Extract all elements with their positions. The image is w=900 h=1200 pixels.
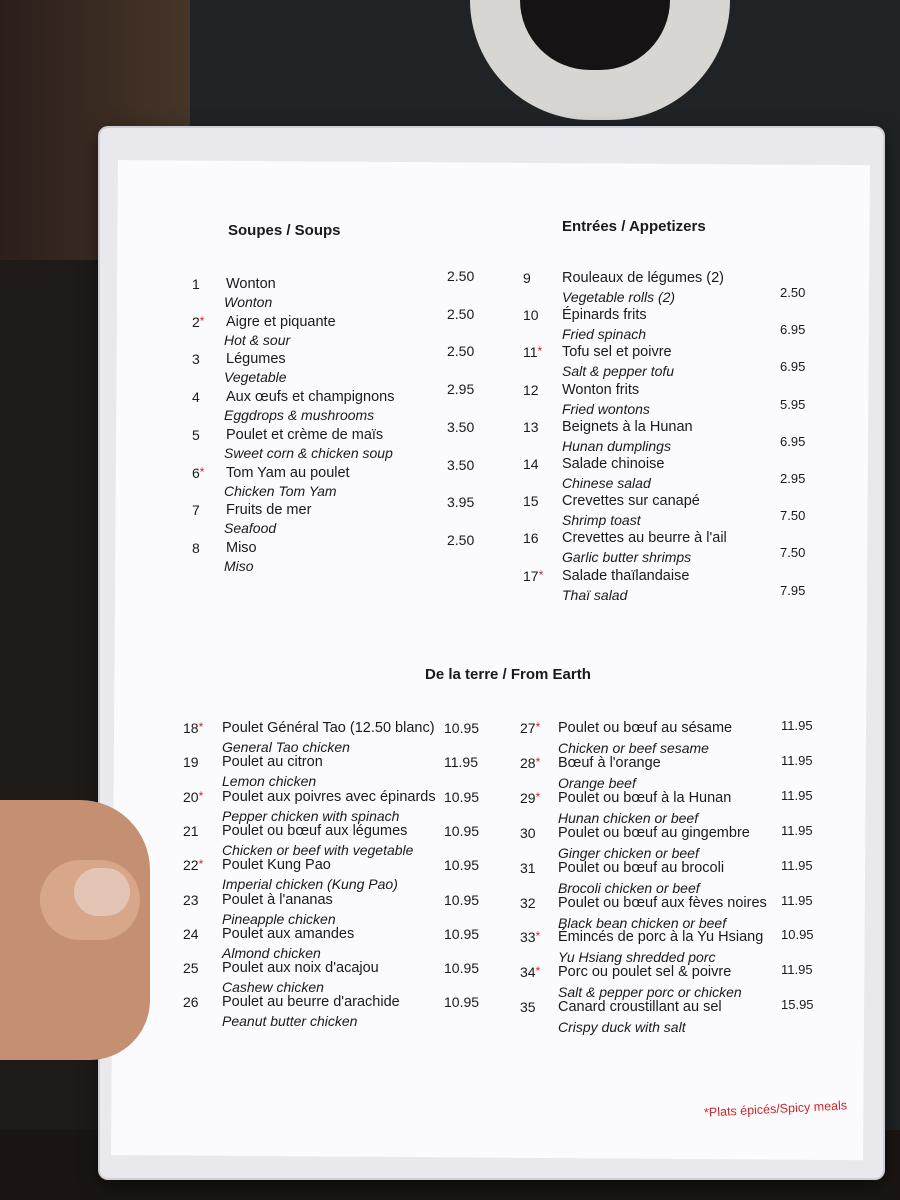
item-price: 11.95 bbox=[781, 858, 813, 873]
spicy-star-icon: * bbox=[199, 314, 205, 328]
item-name-en: Miso bbox=[224, 558, 254, 574]
item-name-fr: Poulet au beurre d'arachide bbox=[222, 994, 400, 1010]
item-name-en: Lemon chicken bbox=[222, 773, 317, 789]
item-name-fr: Canard croustillant au sel bbox=[558, 999, 722, 1015]
spicy-star-icon: * bbox=[535, 755, 541, 769]
earth-title: De la terre / From Earth bbox=[425, 666, 591, 683]
item-price: 10.95 bbox=[444, 857, 480, 873]
spicy-star-icon: * bbox=[535, 964, 541, 978]
item-name-en: Shrimp toast bbox=[562, 512, 641, 528]
item-price: 2.50 bbox=[447, 532, 475, 548]
item-price: 10.95 bbox=[444, 823, 480, 839]
item-number bbox=[192, 540, 200, 556]
item-name-fr: Crevettes au beurre à l'ail bbox=[562, 530, 727, 546]
spicy-star-icon: * bbox=[198, 720, 204, 734]
item-name-fr: Bœuf à l'orange bbox=[558, 755, 661, 771]
item-number bbox=[523, 456, 539, 472]
item-number-text: 3 bbox=[192, 351, 200, 367]
item-number bbox=[523, 568, 543, 584]
item-name-fr: Wonton bbox=[226, 276, 276, 292]
item-number-text: 30 bbox=[520, 825, 536, 841]
spicy-star-icon: * bbox=[535, 929, 541, 943]
item-name-fr: Poulet Général Tao (12.50 blanc) bbox=[222, 720, 435, 736]
item-number-text: 20 bbox=[183, 789, 199, 805]
item-name-en: Vegetable rolls (2) bbox=[562, 289, 676, 305]
item-name-en: Chicken or beef with vegetable bbox=[222, 842, 414, 858]
item-name-fr: Émincés de porc à la Yu Hsiang bbox=[558, 929, 764, 945]
item-name-fr: Poulet ou bœuf au gingembre bbox=[558, 825, 750, 841]
item-number-text: 32 bbox=[520, 895, 536, 911]
item-price: 15.95 bbox=[781, 997, 814, 1012]
item-name-fr: Beignets à la Hunan bbox=[562, 419, 693, 435]
item-number-text: 17 bbox=[523, 568, 539, 584]
item-number-text: 25 bbox=[183, 960, 199, 976]
item-name-fr: Miso bbox=[226, 540, 257, 556]
item-price: 2.50 bbox=[447, 268, 475, 284]
item-name-en: Chicken or beef sesame bbox=[558, 740, 709, 756]
item-number bbox=[520, 790, 540, 806]
item-number bbox=[183, 823, 199, 839]
item-name-en: Cashew chicken bbox=[222, 979, 324, 995]
item-number bbox=[192, 276, 200, 292]
item-number bbox=[192, 351, 200, 367]
item-price: 10.95 bbox=[781, 927, 814, 942]
item-name-fr: Poulet ou bœuf à la Hunan bbox=[558, 790, 732, 806]
item-price: 3.50 bbox=[447, 457, 475, 473]
item-name-en: Ginger chicken or beef bbox=[558, 845, 699, 861]
item-number bbox=[183, 926, 199, 942]
item-number bbox=[520, 895, 536, 911]
item-name-en: Almond chicken bbox=[222, 945, 321, 961]
item-number bbox=[192, 314, 204, 330]
appetizers-title: Entrées / Appetizers bbox=[562, 218, 706, 235]
item-name-en: Thaï salad bbox=[562, 587, 628, 603]
item-number-text: 4 bbox=[192, 389, 200, 405]
item-price: 7.50 bbox=[780, 545, 806, 560]
item-number-text: 29 bbox=[520, 790, 536, 806]
item-number-text: 16 bbox=[523, 530, 539, 546]
item-number bbox=[183, 857, 203, 873]
item-number-text: 9 bbox=[523, 270, 531, 286]
item-number bbox=[183, 960, 199, 976]
item-name-en: Wonton bbox=[224, 294, 273, 310]
item-name-en: Chinese salad bbox=[562, 475, 651, 491]
item-price: 11.95 bbox=[781, 893, 813, 908]
item-name-fr: Poulet aux poivres avec épinards bbox=[222, 789, 436, 805]
item-price: 3.50 bbox=[447, 419, 475, 435]
item-name-en: Garlic butter shrimps bbox=[562, 549, 692, 565]
item-name-fr: Poulet à l'ananas bbox=[222, 892, 333, 908]
item-number-text: 1 bbox=[192, 276, 200, 292]
item-price: 11.95 bbox=[781, 823, 813, 838]
item-number bbox=[183, 754, 199, 770]
item-name-en: Pineapple chicken bbox=[222, 911, 336, 927]
item-name-en: Eggdrops & mushrooms bbox=[224, 407, 375, 423]
item-number bbox=[523, 382, 539, 398]
item-name-en: Chicken Tom Yam bbox=[224, 483, 337, 499]
item-price: 10.95 bbox=[444, 960, 480, 976]
item-number bbox=[192, 389, 200, 405]
spicy-star-icon: * bbox=[538, 568, 544, 582]
item-number-text: 23 bbox=[183, 892, 199, 908]
item-name-en: Seafood bbox=[224, 520, 277, 536]
item-price: 6.95 bbox=[780, 359, 806, 374]
item-number-text: 28 bbox=[520, 755, 536, 771]
item-name-en: Brocoli chicken or beef bbox=[558, 880, 700, 896]
item-number-text: 21 bbox=[183, 823, 199, 839]
item-price: 10.95 bbox=[444, 892, 480, 908]
item-number-text: 26 bbox=[183, 994, 199, 1010]
item-number bbox=[523, 344, 542, 360]
item-name-en: Hunan dumplings bbox=[562, 438, 671, 454]
item-name-fr: Tofu sel et poivre bbox=[562, 344, 672, 360]
item-number-text: 6 bbox=[192, 465, 200, 481]
item-name-en: Orange beef bbox=[558, 775, 636, 791]
item-name-en: Imperial chicken (Kung Pao) bbox=[222, 876, 398, 892]
item-price: 2.95 bbox=[780, 471, 806, 486]
item-name-fr: Salade chinoise bbox=[562, 456, 665, 472]
item-number-text: 15 bbox=[523, 493, 539, 509]
item-number-text: 34 bbox=[520, 964, 536, 980]
item-price: 3.95 bbox=[447, 494, 475, 510]
item-number bbox=[183, 994, 199, 1010]
spicy-star-icon: * bbox=[198, 789, 204, 803]
item-number bbox=[520, 999, 536, 1015]
spicy-star-icon: * bbox=[535, 720, 541, 734]
item-name-fr: Poulet ou bœuf aux légumes bbox=[222, 823, 408, 839]
item-number-text: 14 bbox=[523, 456, 539, 472]
item-name-en: Salt & pepper porc or chicken bbox=[558, 984, 742, 1000]
item-name-fr: Poulet ou bœuf aux fèves noires bbox=[558, 895, 767, 911]
item-number bbox=[520, 964, 540, 980]
item-number bbox=[523, 270, 531, 286]
item-number bbox=[520, 929, 540, 945]
item-price: 10.95 bbox=[444, 926, 480, 942]
item-name-en: Salt & pepper tofu bbox=[562, 363, 675, 379]
item-number bbox=[183, 789, 203, 805]
item-name-fr: Salade thaïlandaise bbox=[562, 568, 690, 584]
item-name-en: Peanut butter chicken bbox=[222, 1013, 358, 1029]
item-number-text: 7 bbox=[192, 502, 200, 518]
item-number bbox=[520, 755, 540, 771]
item-price: 5.95 bbox=[780, 397, 806, 412]
item-name-en: Fried spinach bbox=[562, 326, 647, 342]
item-price: 11.95 bbox=[781, 788, 813, 803]
item-number-text: 18 bbox=[183, 720, 199, 736]
item-number-text: 19 bbox=[183, 754, 199, 770]
item-name-fr: Poulet Kung Pao bbox=[222, 857, 331, 873]
item-name-en: Pepper chicken with spinach bbox=[222, 808, 400, 824]
item-number-text: 33 bbox=[520, 929, 536, 945]
item-number-text: 2 bbox=[192, 314, 200, 330]
item-price: 2.50 bbox=[447, 306, 475, 322]
item-name-fr: Aigre et piquante bbox=[226, 314, 336, 330]
item-name-fr: Épinards frits bbox=[562, 307, 647, 323]
item-name-fr: Légumes bbox=[226, 351, 286, 367]
item-number bbox=[520, 720, 540, 736]
item-price: 7.50 bbox=[780, 508, 806, 523]
item-number bbox=[192, 427, 200, 443]
item-number bbox=[192, 465, 204, 481]
item-name-en: Fried wontons bbox=[562, 401, 650, 417]
item-price: 11.95 bbox=[781, 718, 813, 733]
item-price: 11.95 bbox=[781, 962, 813, 977]
soups-title: Soupes / Soups bbox=[228, 222, 341, 239]
item-number bbox=[192, 502, 200, 518]
item-name-fr: Aux œufs et champignons bbox=[226, 389, 395, 405]
item-number bbox=[523, 530, 539, 546]
spicy-star-icon: * bbox=[535, 790, 541, 804]
item-price: 7.95 bbox=[780, 583, 806, 598]
item-number-text: 11 bbox=[523, 344, 538, 360]
item-number-text: 8 bbox=[192, 540, 200, 556]
item-name-fr: Wonton frits bbox=[562, 382, 640, 398]
item-name-fr: Poulet aux noix d'acajou bbox=[222, 960, 379, 976]
item-price: 10.95 bbox=[444, 789, 480, 805]
spicy-star-icon: * bbox=[537, 344, 543, 358]
item-price: 10.95 bbox=[444, 720, 480, 736]
item-price: 10.95 bbox=[444, 994, 480, 1010]
item-name-en: General Tao chicken bbox=[222, 739, 350, 755]
item-price: 11.95 bbox=[444, 754, 478, 770]
item-name-fr: Poulet et crème de maïs bbox=[226, 427, 384, 443]
item-number bbox=[183, 892, 199, 908]
item-number-text: 12 bbox=[523, 382, 539, 398]
item-number bbox=[523, 493, 539, 509]
item-name-fr: Crevettes sur canapé bbox=[562, 493, 700, 509]
item-number-text: 10 bbox=[523, 307, 539, 323]
item-number-text: 27 bbox=[520, 720, 536, 736]
spicy-footnote: *Plats épicés/Spicy meals bbox=[703, 1098, 848, 1120]
item-name-en: Sweet corn & chicken soup bbox=[224, 445, 393, 461]
item-name-fr: Poulet au citron bbox=[222, 754, 323, 770]
spicy-star-icon: * bbox=[199, 465, 205, 479]
item-name-en: Vegetable bbox=[224, 369, 287, 385]
item-number bbox=[523, 419, 539, 435]
item-name-en: Yu Hsiang shredded porc bbox=[558, 949, 716, 965]
item-price: 2.50 bbox=[447, 343, 475, 359]
item-name-fr: Rouleaux de légumes (2) bbox=[562, 270, 725, 286]
item-name-fr: Poulet aux amandes bbox=[222, 926, 355, 942]
item-number bbox=[520, 860, 536, 876]
item-name-en: Crispy duck with salt bbox=[558, 1019, 686, 1035]
item-number bbox=[183, 720, 203, 736]
item-number-text: 31 bbox=[520, 860, 536, 876]
spicy-star-icon: * bbox=[198, 857, 204, 871]
item-price: 11.95 bbox=[781, 753, 813, 768]
item-number-text: 13 bbox=[523, 419, 539, 435]
item-name-fr: Fruits de mer bbox=[226, 502, 312, 518]
thumbnail bbox=[74, 868, 130, 916]
item-number bbox=[520, 825, 536, 841]
item-name-fr: Tom Yam au poulet bbox=[226, 465, 350, 481]
menu-page bbox=[111, 160, 870, 1160]
item-name-en: Hunan chicken or beef bbox=[558, 810, 699, 826]
item-number-text: 22 bbox=[183, 857, 199, 873]
item-name-fr: Poulet ou bœuf au sésame bbox=[558, 720, 733, 736]
item-number-text: 24 bbox=[183, 926, 199, 942]
item-price: 6.95 bbox=[780, 434, 806, 449]
item-price: 2.50 bbox=[780, 285, 806, 300]
item-name-en: Black bean chicken or beef bbox=[558, 915, 727, 931]
item-name-en: Hot & sour bbox=[224, 332, 291, 348]
item-number bbox=[523, 307, 539, 323]
item-name-fr: Poulet ou bœuf au brocoli bbox=[558, 860, 725, 876]
item-number-text: 5 bbox=[192, 427, 200, 443]
item-price: 2.95 bbox=[447, 381, 475, 397]
item-price: 6.95 bbox=[780, 322, 806, 337]
item-name-fr: Porc ou poulet sel & poivre bbox=[558, 964, 732, 980]
item-number-text: 35 bbox=[520, 999, 536, 1015]
